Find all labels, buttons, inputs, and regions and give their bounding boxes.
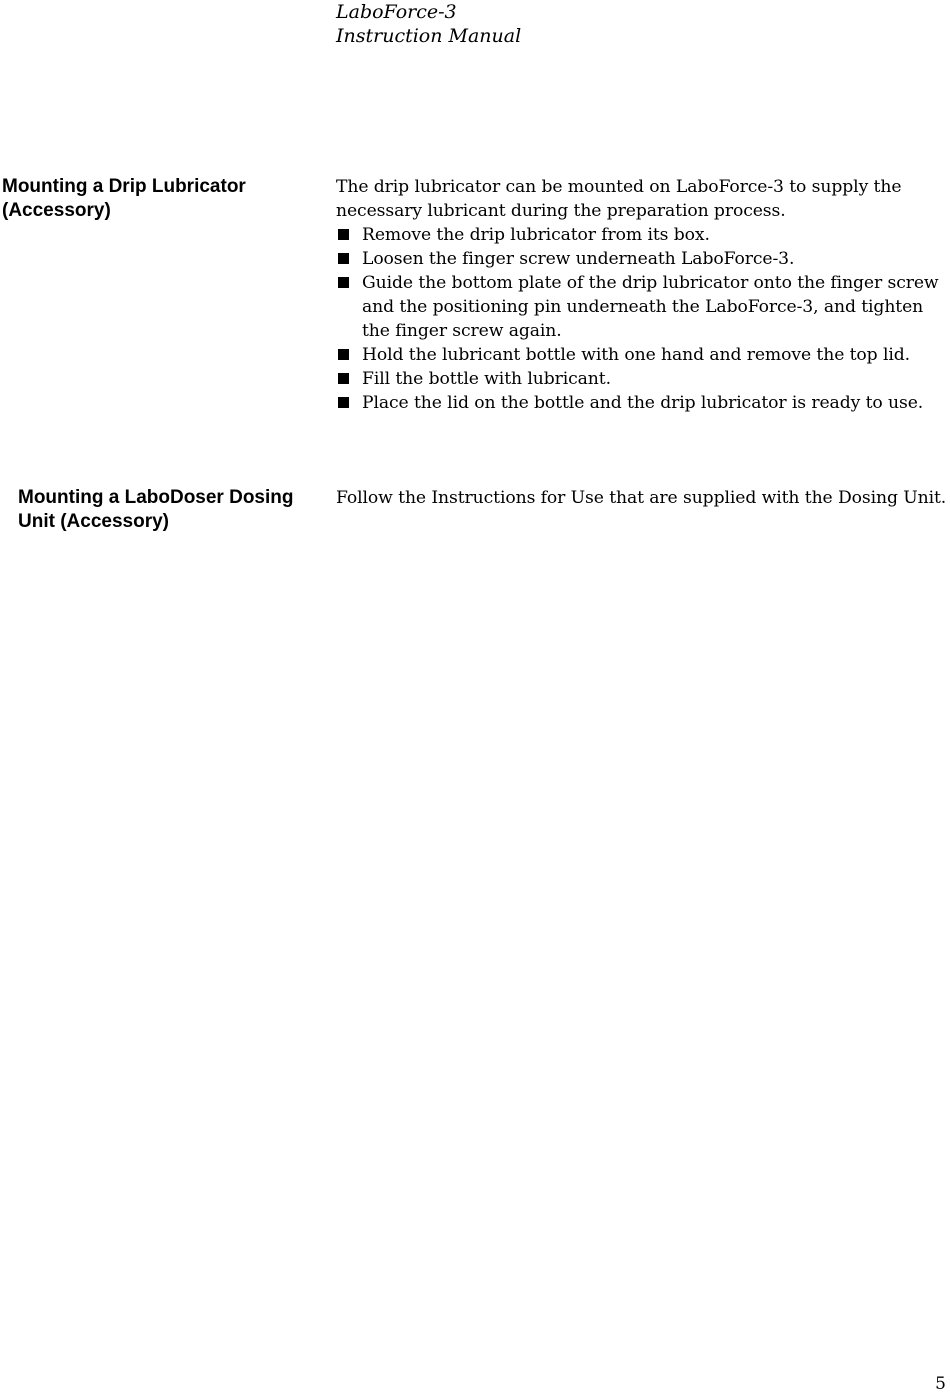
list-item-text: Guide the bottom plate of the drip lubricator onto the finger screw and the positioning pin underneath the LaboForce-3, and tighten the finger screw again. [362,273,939,341]
square-bullet-icon [338,373,349,384]
section-body-dosing-unit [336,486,948,510]
header-document-type: Instruction Manual [336,25,522,47]
section-title-dosing-unit [18,486,294,534]
list-item [336,271,948,343]
section-title-line: Mounting a Drip Lubricator [2,176,246,197]
section-title-line: Mounting a LaboDoser Dosing [18,487,294,508]
instruction-list [336,223,948,415]
section-intro: The drip lubricator can be mounted on LaboForce-3 to supply the necessary lubricant during the preparation process. [336,177,902,221]
list-item-text: Remove the drip lubricator from its box. [362,225,710,245]
list-item-text: Fill the bottle with lubricant. [362,369,611,389]
section-intro: Follow the Instructions for Use that are supplied with the Dosing Unit. [336,488,947,508]
list-item [336,343,948,367]
list-item [336,223,948,247]
list-item [336,391,948,415]
square-bullet-icon [338,349,349,360]
list-item-text: Place the lid on the bottle and the drip lubricator is ready to use. [362,393,924,413]
list-item [336,247,948,271]
section-title-line: (Accessory) [2,200,111,221]
running-header [336,0,521,48]
list-item [336,367,948,391]
square-bullet-icon [338,277,349,288]
header-product-name: LaboForce-3 [336,1,457,23]
section-title-line: Unit (Accessory) [18,511,169,532]
list-item-text: Loosen the finger screw underneath LaboForce-3. [362,249,795,269]
list-item-text: Hold the lubricant bottle with one hand and remove the top lid. [362,345,911,365]
square-bullet-icon [338,229,349,240]
square-bullet-icon [338,397,349,408]
square-bullet-icon [338,253,349,264]
page-number: 5 [935,1374,946,1394]
section-title-drip-lubricator [2,175,246,223]
section-body-drip-lubricator [336,175,948,415]
